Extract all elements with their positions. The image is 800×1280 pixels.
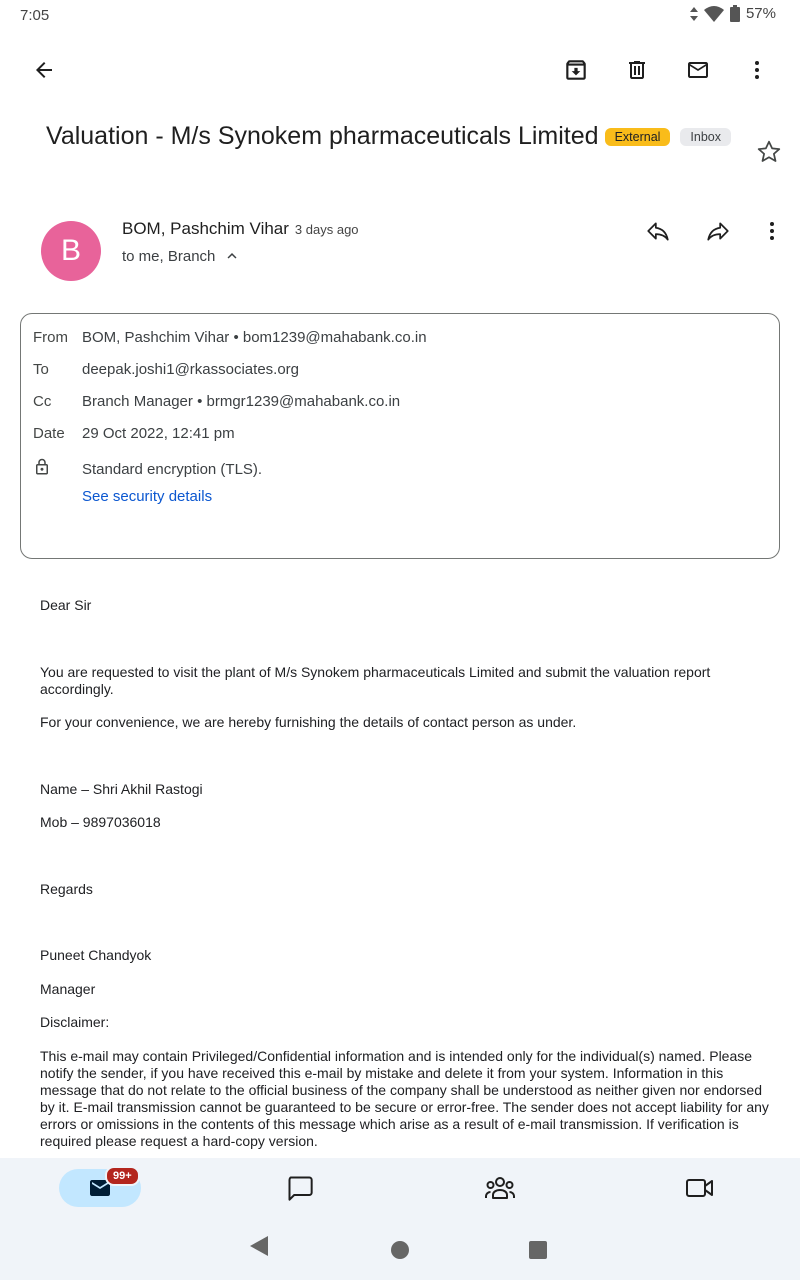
system-recents-button[interactable]: [527, 1239, 549, 1266]
app-bar: [0, 40, 800, 100]
security-details-link[interactable]: See security details: [82, 488, 213, 505]
nav-spaces[interactable]: [476, 1170, 524, 1206]
forward-icon: [705, 218, 731, 244]
star-icon: [756, 139, 782, 165]
encryption-text: Standard encryption (TLS).: [82, 460, 263, 478]
sender-time: 3 days ago: [294, 222, 359, 237]
external-label: External: [605, 128, 671, 146]
mark-unread-button[interactable]: [674, 46, 722, 94]
circle-home-icon: [389, 1239, 411, 1261]
wifi-icon: [704, 6, 724, 22]
more-vert-icon: [760, 219, 784, 243]
sender-line: [122, 219, 359, 239]
contact-mobile[interactable]: Mob – 9897036018: [40, 814, 161, 830]
mail-unread-badge: 99+: [105, 1166, 140, 1186]
recipients-toggle[interactable]: [122, 247, 241, 265]
archive-icon: [563, 57, 589, 83]
back-button[interactable]: [20, 46, 68, 94]
people-icon: [484, 1174, 516, 1202]
subject-title: Valuation - M/s Synokem pharmaceuticals Limited: [46, 122, 599, 150]
detail-date-label: Date: [33, 425, 65, 442]
sender-name: BOM, Pashchim Vihar: [122, 219, 289, 238]
detail-date-value: 29 Oct 2022, 12:41 pm: [82, 425, 235, 442]
status-bar: [0, 0, 800, 32]
data-arrows-icon: [690, 7, 698, 21]
chat-icon: [286, 1174, 314, 1202]
square-recents-icon: [527, 1239, 549, 1261]
more-vert-icon: [745, 58, 769, 82]
body-paragraph-1: You are requested to visit the plant of M/s Synokem pharmaceuticals Limited and submit the valuation report accordingly.: [40, 664, 711, 697]
triangle-back-icon: [248, 1234, 270, 1258]
lock-icon: [33, 457, 51, 477]
detail-cc-label: Cc: [33, 393, 52, 410]
arrow-back-icon: [32, 58, 56, 82]
chevron-up-icon: [223, 247, 241, 265]
detail-encryption: [33, 457, 262, 481]
star-button[interactable]: [745, 128, 793, 176]
trash-icon: [625, 58, 649, 82]
detail-cc-value[interactable]: Branch Manager • brmgr1239@mahabank.co.in: [82, 393, 401, 410]
email-subject: [46, 122, 746, 151]
system-home-button[interactable]: [389, 1239, 411, 1266]
lock-icon-wrap: [33, 457, 82, 481]
more-options-button[interactable]: [733, 46, 781, 94]
detail-to: [33, 361, 299, 378]
sender-avatar[interactable]: B: [41, 221, 101, 281]
mail-icon: [684, 58, 712, 82]
reply-button[interactable]: [634, 207, 682, 255]
nav-mail[interactable]: [59, 1169, 141, 1207]
delete-button[interactable]: [613, 46, 661, 94]
detail-to-label: To: [33, 361, 49, 378]
video-camera-icon: [685, 1176, 715, 1200]
message-details-card: [20, 313, 780, 559]
body-greeting: Dear Sir: [40, 597, 92, 613]
disclaimer-text: This e-mail may contain Privileged/Confidential information and is intended only for the individual(s) named. Please notify the sender, if you have received this e-mail by mistake and delete it from your system. Information in this message that do not relate to the official business of the company shall be understood as neither given nor endorsed by it. E-mail transmission cannot be guaranteed to be secure or error-free. The sender does not accept liability for any errors or omissions in the contents of this message which arise as a result of e-mail transmission. If verification is required please request a hard-copy version.: [40, 1048, 769, 1149]
battery-level: 57%: [745, 5, 776, 22]
contact-name: Name – Shri Akhil Rastogi: [40, 781, 203, 797]
battery-icon: [730, 5, 740, 22]
signer-designation: Manager: [40, 981, 96, 997]
detail-date: [33, 425, 235, 442]
archive-button[interactable]: [552, 46, 600, 94]
recipients-summary: to me, Branch: [122, 247, 216, 265]
signer-name: Puneet Chandyok: [40, 947, 152, 963]
detail-from-label: From: [33, 329, 68, 346]
body-paragraph-2: For your convenience, we are hereby furnishing the details of contact person as under.: [40, 714, 577, 730]
detail-cc: [33, 393, 400, 410]
bottom-navigation: [0, 1158, 800, 1280]
detail-from-value[interactable]: BOM, Pashchim Vihar • bom1239@mahabank.co.in: [82, 329, 427, 346]
body-regards: Regards: [40, 881, 93, 897]
reply-icon: [645, 218, 671, 244]
status-icons: [690, 5, 776, 22]
forward-button[interactable]: [694, 207, 742, 255]
status-time: 7:05: [20, 7, 50, 24]
detail-from: [33, 329, 427, 346]
system-back-button[interactable]: [248, 1234, 270, 1263]
inbox-label[interactable]: Inbox: [680, 128, 731, 146]
disclaimer-label: Disclaimer:: [40, 1014, 110, 1030]
detail-to-value[interactable]: deepak.joshi1@rkassociates.org: [82, 361, 300, 378]
message-more-button[interactable]: [748, 207, 796, 255]
nav-chat[interactable]: [276, 1170, 324, 1206]
nav-meet[interactable]: [676, 1170, 724, 1206]
